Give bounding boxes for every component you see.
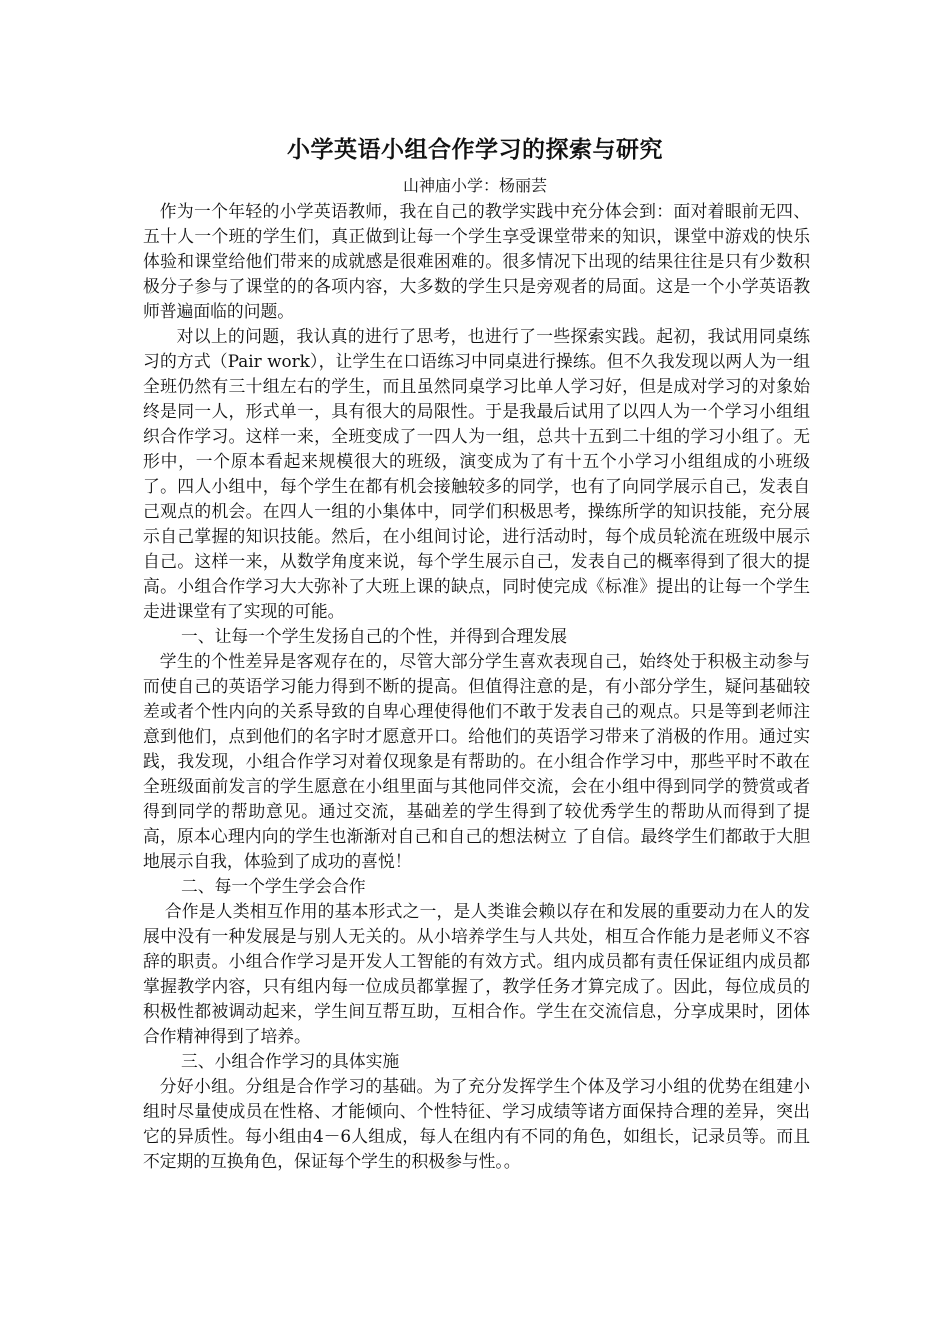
author-line: 山神庙小学：杨丽芸: [402, 176, 547, 195]
paragraph-practice: 对以上的问题，我认真的进行了思考，也进行了一些探索实践。起初，我试用同桌练习的方式（Pair work），让学生在口语练习中同桌进行操练。但不久我发现以两人为一组全班仍然有三十组左右的学生，而且虽然同桌学习比单人学习好，但是成对学习的对象始终是同一人，形式单一，具有很大的局限性。于是我最后试用了以四人为一个学习小组组织合作学习。这样一来，全班变成了一四人为一组，总共十五到二十组的学习小组了。无形中，一个原本看起来规模很大的班级，演变成为了有十五个小学习小组组成的小班级了。四人小组中，每个学生在都有机会接触较多的同学，也有了向同学展示自己，发表自己观点的机会。在四人一组的小集体中，同学们积极思考，操练所学的知识技能，充分展示自己掌握的知识技能。然后，在小组间讨论，进行活动时，每个成员轮流在班级中展示自己。这样一来，从数学角度来说，每个学生展示自己，发表自己的概率得到了很大的提高。小组合作学习大大弥补了大班上课的缺点，同时使完成《标准》提出的让每一个学生走进课堂有了实现的可能。: [143, 326, 810, 621]
paragraph-personality: 学生的个性差异是客观存在的，尽管大部分学生喜欢表现自己，始终处于积极主动参与而使自己的英语学习能力得到不断的提高。但值得注意的是，有小部分学生，疑问基础较差或者个性内向的关系导致的自卑心理使得他们不敢于发表自己的观点。只是等到老师注意到他们，点到他们的名字时才愿意开口。给他们的英语学习带来了消极的作用。通过实践，我发现，小组合作学习对着仅现象是有帮助的。在小组合作学习中，那些平时不敢在全班级面前发言的学生愿意在小组里面与其他同伴交流，会在小组中得到同学的赞赏或者得到同学的帮助意见。通过交流，基础差的学生得到了较优秀学生的帮助从而得到了提高，原本心理内向的学生也渐渐对自己和自己的想法树立 了自信。最终学生们都敢于大胆地展示自我，体验到了成功的喜悦！: [143, 651, 810, 871]
document-body: [143, 199, 810, 1174]
paragraph-intro: 作为一个年轻的小学英语教师，我在自己的教学实践中充分体会到：面对着眼前无四、五十人一个班的学生们，真正做到让每一个学生享受课堂带来的知识，课堂中游戏的快乐体验和课堂给他们带来的成就感是很难困难的。很多情况下出现的结果往往是只有少数积极分子参与了课堂的的各项内容，大多数的学生只是旁观者的局面。这是一个小学英语教师普遍面临的问题。: [143, 201, 810, 321]
paragraph-implementation: 分好小组。分组是合作学习的基础。为了充分发挥学生个体及学习小组的优势在组建小组时尽量使成员在性格、才能倾向、个性特征、学习成绩等诸方面保持合理的差异，突出它的异质性。每小组由4－6人组成，每人在组内有不同的角色，如组长，记录员等。而且不定期的互换角色，保证每个学生的积极参与性。。: [143, 1076, 810, 1171]
document-title: 小学英语小组合作学习的探索与研究: [287, 136, 663, 163]
section-heading-3: 三、小组合作学习的具体实施: [181, 1051, 400, 1071]
section-heading-2: 二、每一个学生学会合作: [181, 876, 366, 896]
paragraph-cooperation: 合作是人类相互作用的基本形式之一，是人类谁会赖以存在和发展的重要动力在人的发展中没有一种发展是与别人无关的。从小培养学生与人共处，相互合作能力是老师义不容辞的职责。小组合作学习是开发人工智能的有效方式。组内成员都有责任保证组内成员都掌握教学内容，只有组内每一位成员都掌握了，教学任务才算完成了。因此，每位成员的积极性都被调动起来，学生间互帮互助，互相合作。学生在交流信息，分享成果时，团体合作精神得到了培养。: [143, 901, 810, 1046]
section-heading-1: 一、让每一个学生发扬自己的个性，并得到合理发展: [181, 626, 567, 646]
